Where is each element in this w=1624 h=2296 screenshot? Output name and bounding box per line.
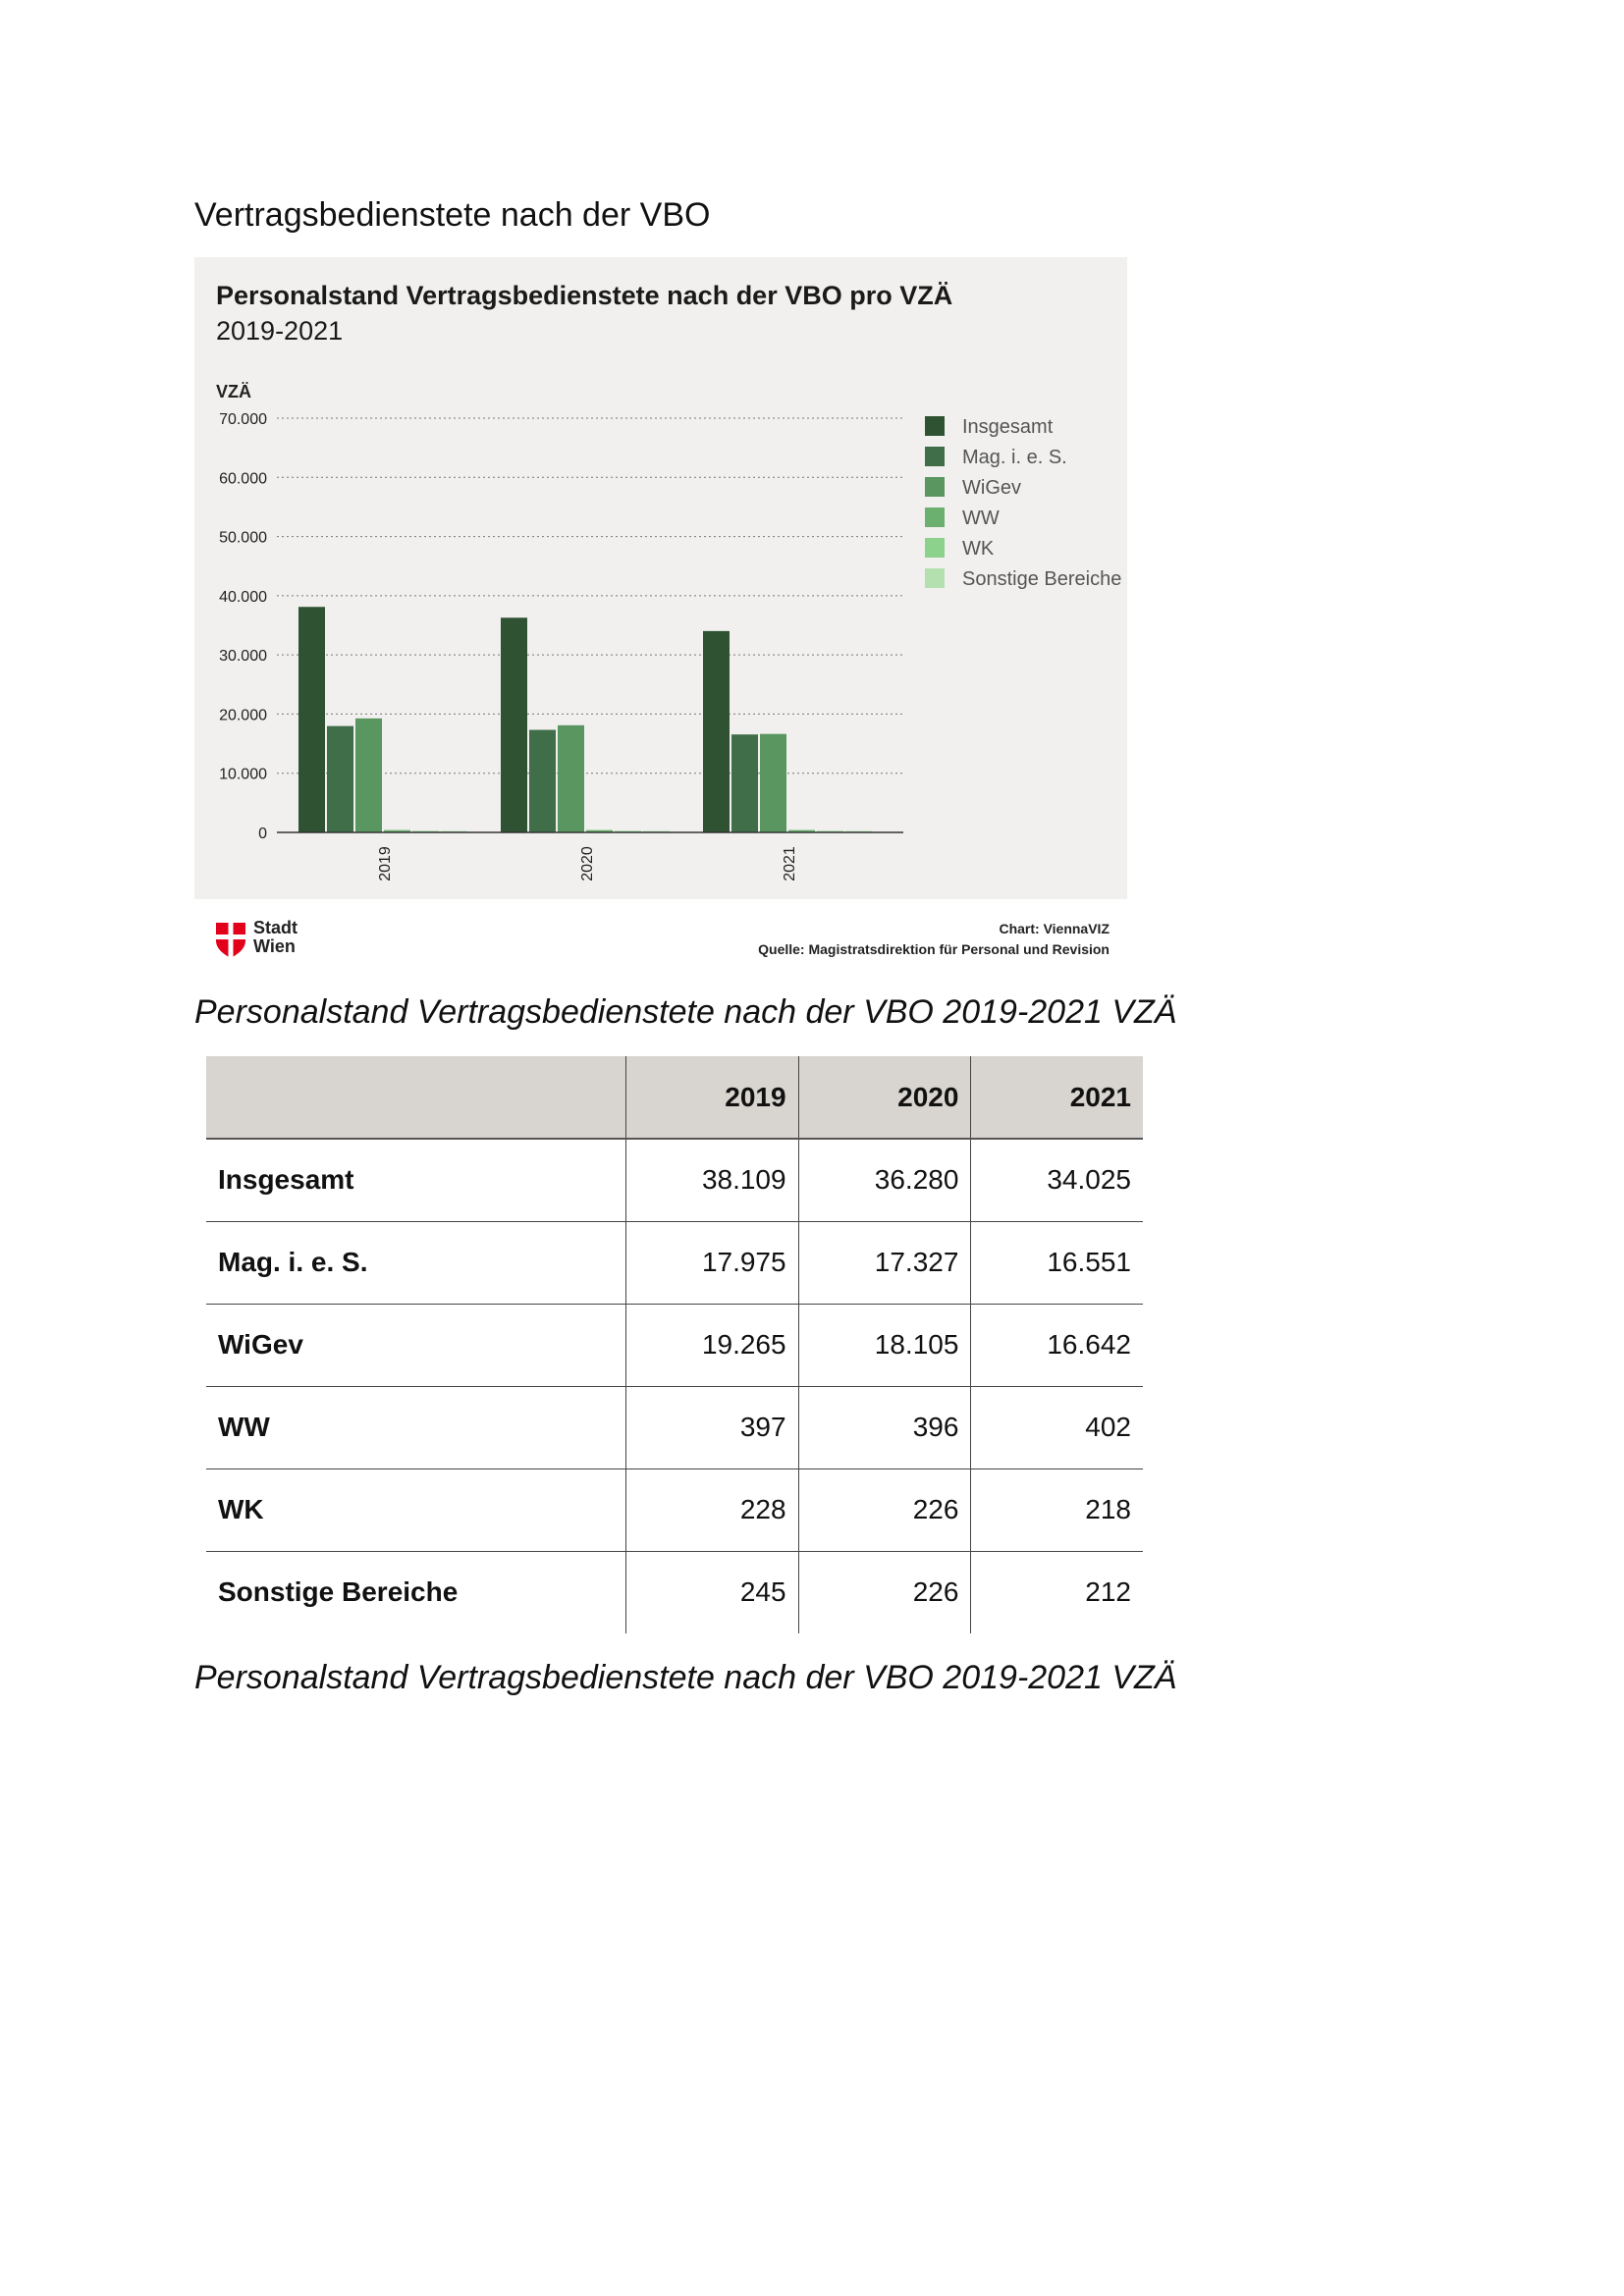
table-cell: 18.105 — [798, 1304, 971, 1386]
y-tick-label: 30.000 — [219, 648, 267, 666]
table-cell: 16.551 — [971, 1221, 1143, 1304]
legend-label: Sonstige Bereiche — [962, 568, 1122, 590]
legend-label: Mag. i. e. S. — [962, 447, 1067, 468]
table-cell: 17.327 — [798, 1221, 971, 1304]
bar — [298, 607, 325, 832]
table-cell: 218 — [971, 1468, 1143, 1551]
y-tick-label: 20.000 — [219, 707, 267, 724]
bar — [760, 734, 786, 832]
table-cell: 402 — [971, 1386, 1143, 1468]
x-tick-label: 2019 — [376, 846, 394, 881]
row-label: Sonstige Bereiche — [218, 1576, 459, 1608]
y-tick-label: 50.000 — [219, 529, 267, 547]
legend-swatch — [925, 538, 945, 558]
table-cell: 16.642 — [971, 1304, 1143, 1386]
y-tick-label: 70.000 — [219, 411, 267, 428]
table-header-row — [206, 1056, 1143, 1139]
y-tick-label: 0 — [258, 826, 267, 842]
legend-label: WK — [962, 538, 995, 560]
table-cell: 228 — [625, 1468, 798, 1551]
table-cell: 397 — [625, 1386, 798, 1468]
legend-swatch — [925, 447, 945, 466]
table-cell: 396 — [798, 1386, 971, 1468]
x-tick-label: 2020 — [578, 846, 596, 881]
row-label: WK — [206, 1468, 625, 1551]
bar — [529, 730, 556, 832]
legend-swatch — [925, 568, 945, 588]
bar-chart — [194, 257, 1127, 899]
header-cell: 2020 — [798, 1056, 971, 1139]
caption-bottom: Personalstand Vertragsbedienstete nach der VBO 2019-2021 VZÄ — [194, 1659, 1177, 1696]
table-row — [206, 1551, 1143, 1633]
legend-swatch — [925, 416, 945, 436]
header-cell: 2021 — [971, 1056, 1143, 1139]
x-tick-label: 2021 — [781, 846, 798, 881]
bar — [501, 617, 527, 832]
section-heading: Vertragsbedienstete nach der VBO — [194, 196, 711, 234]
stadt-wien-logo — [216, 919, 353, 962]
logo-line-1: Stadt — [253, 918, 298, 937]
chart-credit-block — [758, 919, 1110, 960]
chart-subtitle: 2019-2021 — [216, 316, 344, 346]
chart-credit: Chart: ViennaVIZ — [999, 921, 1110, 936]
table-row — [206, 1304, 1143, 1386]
header-cell — [206, 1056, 625, 1139]
y-tick-label: 40.000 — [219, 588, 267, 606]
table-cell: 36.280 — [798, 1139, 971, 1221]
vienna-shield-icon — [216, 923, 245, 958]
legend-swatch — [925, 507, 945, 527]
legend-label: Insgesamt — [962, 416, 1054, 438]
row-label: WW — [206, 1386, 625, 1468]
row-label: Mag. i. e. S. — [206, 1221, 625, 1304]
header-cell: 2019 — [625, 1056, 798, 1139]
table-cell: 19.265 — [625, 1304, 798, 1386]
table-cell: 245 — [625, 1551, 798, 1633]
caption-top: Personalstand Vertragsbedienstete nach der VBO 2019-2021 VZÄ — [194, 993, 1177, 1031]
bar — [731, 734, 758, 832]
bar — [703, 631, 730, 832]
y-tick-label: 10.000 — [219, 766, 267, 783]
table-row — [206, 1386, 1143, 1468]
legend-swatch — [925, 477, 945, 497]
legend-label: WW — [962, 507, 1000, 529]
bar — [558, 725, 584, 832]
legend-label: WiGev — [962, 477, 1021, 499]
chart-source: Quelle: Magistratsdirektion für Personal und Revision — [758, 941, 1110, 957]
data-table — [206, 1056, 1143, 1633]
y-axis-label: VZÄ — [216, 382, 251, 401]
table-row — [206, 1139, 1143, 1221]
table-cell: 34.025 — [971, 1139, 1143, 1221]
logo-line-2: Wien — [253, 936, 296, 956]
table-cell: 17.975 — [625, 1221, 798, 1304]
table-cell: 38.109 — [625, 1139, 798, 1221]
table-row — [206, 1221, 1143, 1304]
row-label: Insgesamt — [206, 1139, 625, 1221]
y-tick-label: 60.000 — [219, 470, 267, 488]
table-row — [206, 1468, 1143, 1551]
chart-panel — [194, 257, 1127, 899]
row-label: WiGev — [206, 1304, 625, 1386]
table-cell: 226 — [798, 1468, 971, 1551]
table-cell: 226 — [798, 1551, 971, 1633]
chart-title: Personalstand Vertragsbedienstete nach der VBO pro VZÄ — [216, 281, 953, 310]
bar — [355, 719, 382, 832]
bar — [327, 726, 353, 832]
table-cell: 212 — [971, 1551, 1143, 1633]
